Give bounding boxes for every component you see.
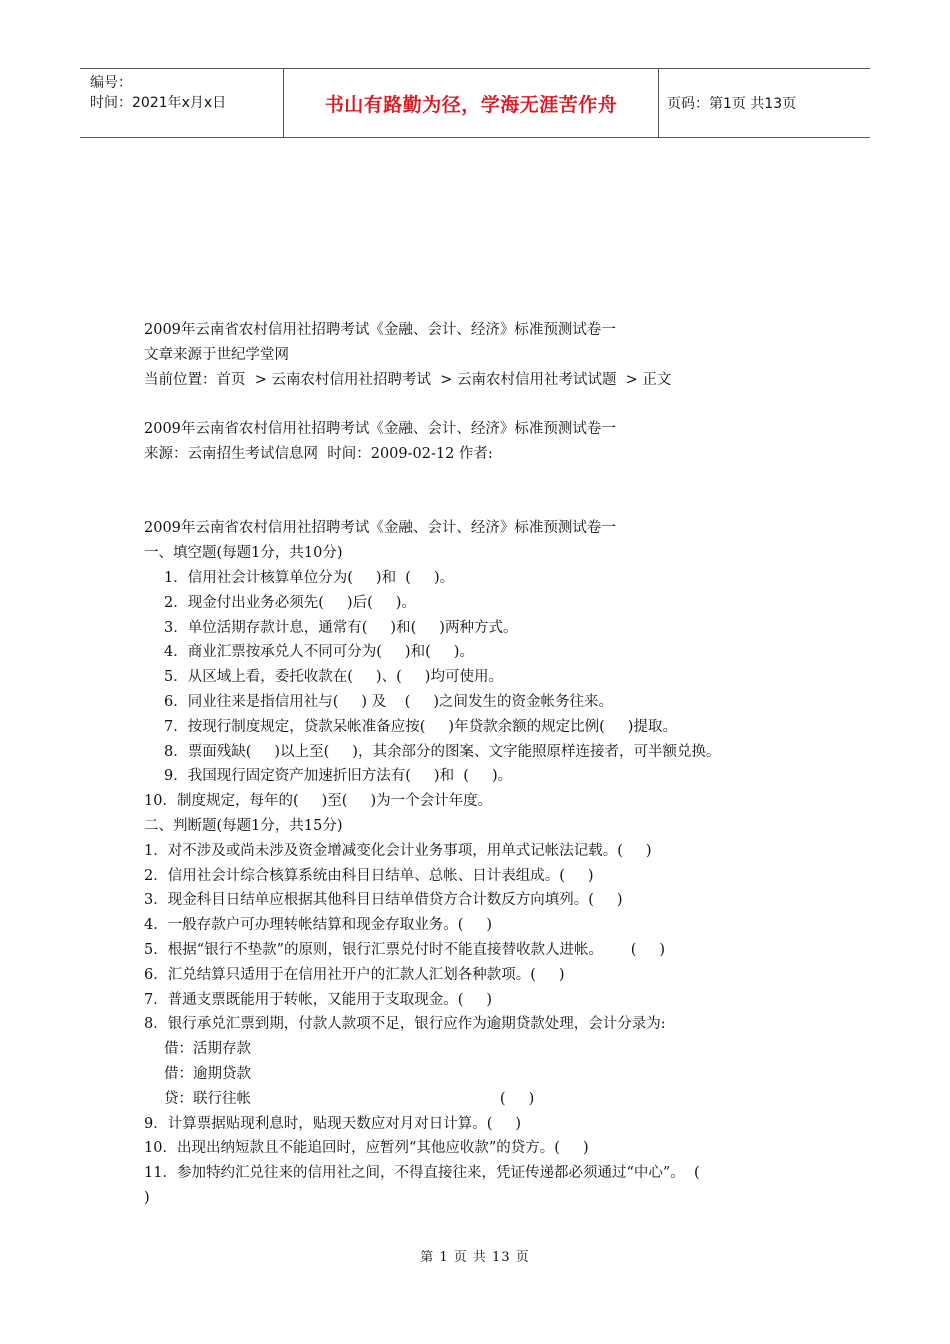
header-meta [80, 69, 283, 137]
judge-question: 1．对不涉及或尚未涉及资金增减变化会计业务事项，用单式记帐法记载。( ) [144, 842, 652, 859]
judge-question: 9．计算票据贴现利息时，贴现天数应对月对日计算。( ) [144, 1115, 522, 1132]
section-true-false: 二、判断题(每题1分，共15分) [144, 817, 343, 834]
judge-question: 10．出现出纳短款且不能追回时，应暂列“其他应收款”的贷方。( ) [144, 1140, 589, 1157]
header-page-number: 页码：第1页 共13页 [667, 96, 797, 112]
fill-question: 5．从区域上看，委托收款在( )、( )均可使用。 [164, 669, 503, 686]
article-title-repeat: 2009年云南省农村信用社招聘考试《金融、会计、经济》标准预测试卷一 [144, 421, 616, 438]
fill-question: 9．我国现行固定资产加速折旧方法有( )和 ( )。 [164, 768, 513, 785]
fill-question: 7．按现行制度规定，贷款呆帐准备应按( )年贷款余额的规定比例( )提取。 [164, 718, 677, 735]
page-footer: 第 1 页 共 13 页 [420, 1250, 530, 1265]
judge-question: 8．银行承兑汇票到期，付款人款项不足，银行应作为逾期贷款处理，会计分录为: [144, 1016, 666, 1033]
judge-question: 6．汇兑结算只适用于在信用社开户的汇款人汇划各种款项。( ) [144, 966, 565, 983]
document-header [80, 68, 870, 138]
fill-question: 10．制度规定，每年的( )至( )为一个会计年度。 [144, 793, 493, 810]
header-motto: 书山有路勤为径，学海无涯苦作舟 [283, 69, 659, 137]
judge-question: 5．根据“银行不垫款”的原则，银行汇票兑付时不能直接替收款人进帐。 ( ) [144, 941, 666, 958]
judge-question: 3．现金科目日结单应根据其他科目日结单借贷方合计数反方向填列。( ) [144, 892, 623, 909]
accounting-entry: 借：逾期贷款 [164, 1065, 251, 1082]
judge-question: 11．参加特约汇兑往来的信用社之间，不得直接往来，凭证传递都必须通过“中心”。 ( [144, 1165, 700, 1182]
fill-question: 3．单位活期存款计息，通常有( )和( )两种方式。 [164, 619, 518, 636]
fill-question: 4．商业汇票按承兑人不同可分为( )和( )。 [164, 644, 474, 661]
document-body [144, 318, 824, 1211]
section-fill-blank: 一、填空题(每题1分，共10分) [144, 545, 343, 562]
article-meta: 来源：云南招生考试信息网 时间：2009-02-12 作者: [144, 445, 493, 462]
article-title: 2009年云南省农村信用社招聘考试《金融、会计、经济》标准预测试卷一 [144, 322, 616, 338]
document-time: 时间：2021年x月x日 [90, 95, 227, 111]
fill-question: 6．同业往来是指信用社与( ) 及 ( )之间发生的资金帐务往来。 [164, 693, 613, 710]
accounting-entry: 借：活期存款 [164, 1041, 251, 1058]
accounting-entry: 贷：联行往帐 ( ) [164, 1090, 535, 1107]
judge-question: 2．信用社会计综合核算系统由科目日结单、总帐、日计表组成。( ) [144, 867, 594, 884]
spacer [144, 467, 824, 517]
fill-question: 8．票面残缺( )以上至( )，其余部分的图案、文字能照原样连接者，可半额兑换。 [164, 743, 721, 760]
fill-question: 2．现金付出业务必须先( )后( )。 [164, 594, 416, 611]
fill-question: 1．信用社会计核算单位分为( )和 ( )。 [164, 569, 455, 586]
judge-question-continuation: ) [144, 1189, 150, 1206]
spacer [144, 392, 824, 417]
breadcrumb: 当前位置：首页 > 云南农村信用社招聘考试 > 云南农村信用社考试试题 > 正文 [144, 371, 672, 388]
judge-question: 7．普通支票既能用于转帐，又能用于支取现金。( ) [144, 991, 493, 1008]
judge-question: 4．一般存款户可办理转帐结算和现金存取业务。( ) [144, 917, 493, 934]
exam-title: 2009年云南省农村信用社招聘考试《金融、会计、经济》标准预测试卷一 [144, 520, 616, 537]
document-number: 编号： [90, 75, 132, 91]
article-source: 文章来源于世纪学堂网 [144, 346, 289, 363]
